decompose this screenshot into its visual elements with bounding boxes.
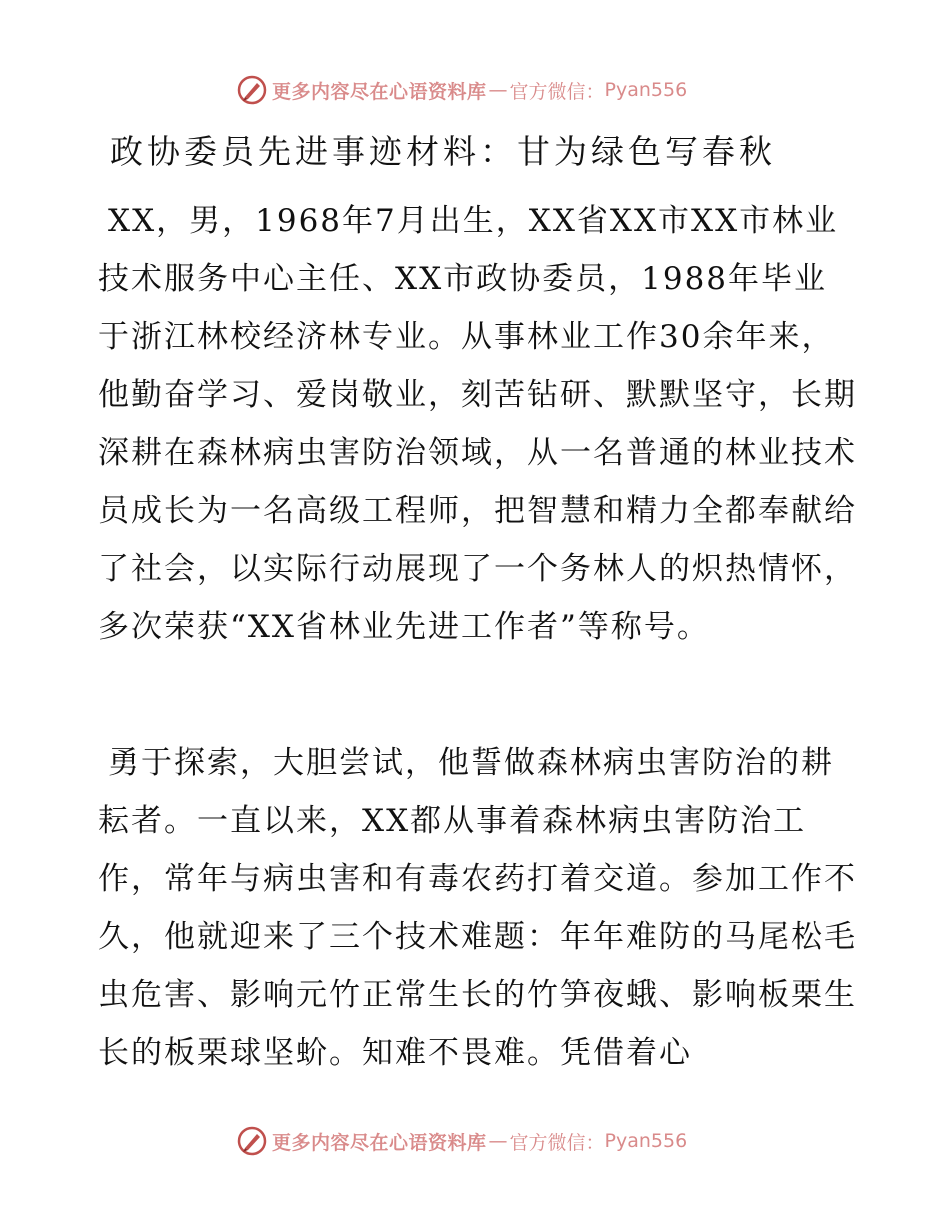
watermark-slogan: 更多内容尽在心语资料库 — [272, 1131, 487, 1154]
watermark-contact: 官方微信： — [509, 1131, 605, 1154]
watermark-slogan: 更多内容尽在心语资料库 — [272, 80, 487, 103]
watermark-separator: — — [488, 79, 508, 101]
header-watermark — [236, 73, 687, 107]
watermark-contact: 官方微信： — [509, 80, 605, 103]
body-paragraph: 勇于探索，大胆尝试，他誓做森林病虫害防治的耕耘者。一直以来，XX都从事着森林病虫害防治工作，常年与病虫害和有毒农药打着交道。参加工作不久，他就迎来了三个技术难题：年年难防的马尾松毛虫危害、影响元竹正常生长的竹笋夜蛾、影响板栗生长的板栗球坚蚧。知难不畏难。凭借着心 — [98, 745, 857, 1071]
watermark-handle: Pyan556 — [604, 79, 688, 101]
body-paragraph: XX，男，1968年7月出生，XX省XX市XX市林业技术服务中心主任、XX市政协委员，1988年毕业于浙江林校经济林专业。从事林业工作30余年来，他勤奋学习、爱岗敬业，刻苦钻研、默默坚守，长期深耕在森林病虫害防治领域，从一名普通的林业技术员成长为一名高级工程师，把智慧和精力全都奉献给了社会，以实际行动展现了一个务林人的炽热情怀，多次荣获“XX省林业先进工作者”等称号。 — [98, 203, 857, 645]
watermark-handle: Pyan556 — [604, 1130, 688, 1152]
footer-watermark — [236, 1124, 687, 1158]
pen-logo-icon — [236, 74, 268, 106]
document-title: 政协委员先进事迹材料：甘为绿色写春秋 — [110, 132, 776, 171]
watermark-separator: — — [488, 1130, 508, 1152]
pen-logo-icon — [236, 1125, 268, 1157]
